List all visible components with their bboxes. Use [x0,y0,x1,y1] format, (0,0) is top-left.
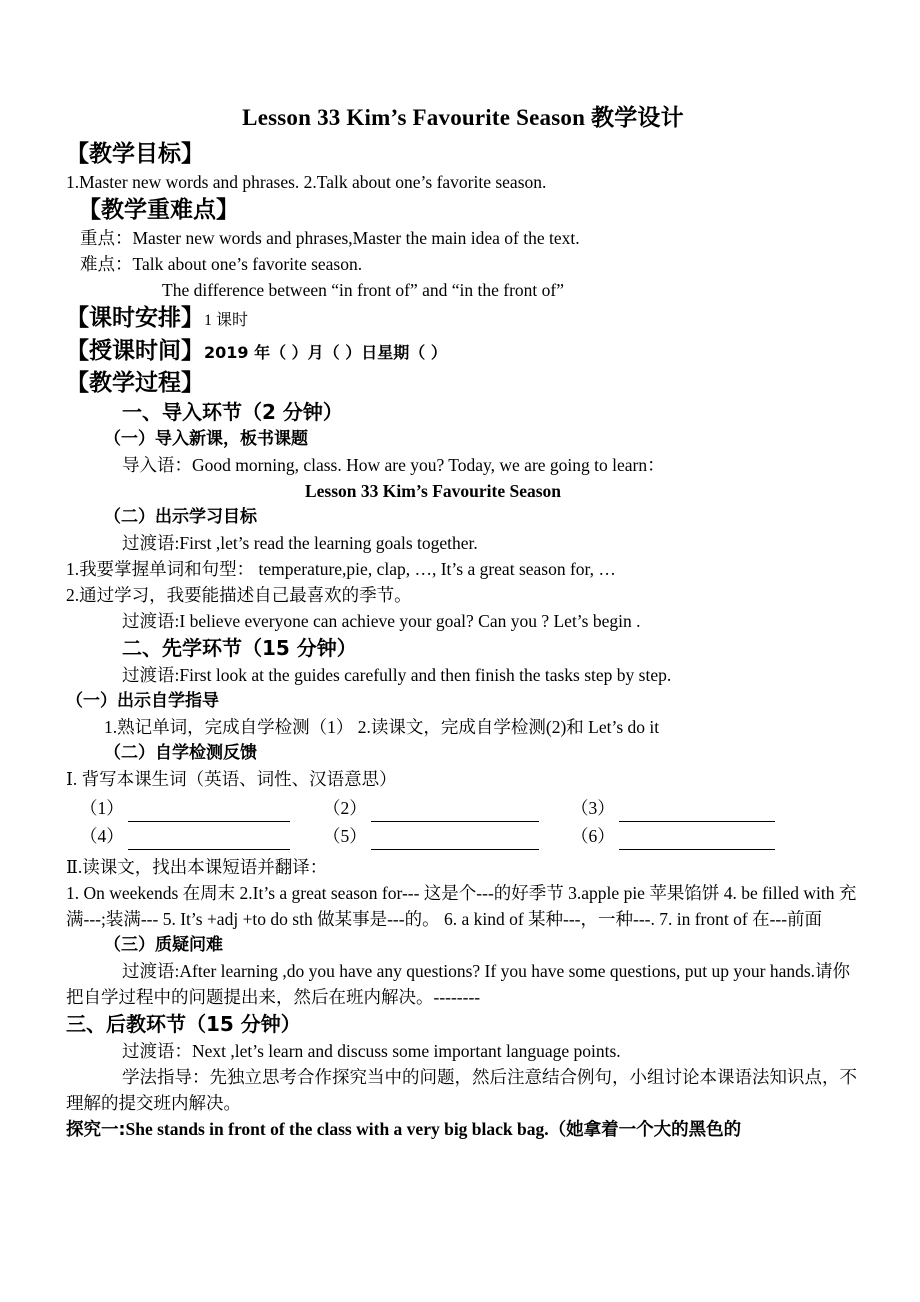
part-two-sub-b-heading: （二）自学检测反馈 [104,743,257,763]
part-two-sub-c-heading: （三）质疑问难 [104,935,223,955]
teach-time-heading-text: 【授课时间】 [66,338,204,364]
section-heading-key-points: 【教学重难点】 [78,197,239,223]
part-three-heading: 三、后教环节（15 分钟） [66,1012,301,1036]
part-one-sub-a-heading: （一）导入新课，板书课题 [104,429,308,449]
blank-rule[interactable] [371,832,539,850]
blank-label: （3） [571,798,615,818]
blank-rule[interactable] [619,832,775,850]
section-heading-schedule [66,303,860,336]
part-three-inquiry [66,1116,860,1143]
page-title: Lesson 33 Kim’s Favourite Season 教学设计 [242,105,684,130]
blank-rule[interactable] [619,804,775,822]
indent-spacer [66,1067,122,1087]
part-three-transition: 过渡语：Next ,let’s learn and discuss some important language points. [122,1041,621,1061]
task-2-title: Ⅱ.读课文，找出本课短语并翻译： [66,857,328,877]
inquiry-text: She stands in front of the class with a very big black bag.（她拿着一个大的黑色的 [125,1119,742,1139]
key-point-nandian: 难点：Talk about one’s favorite season. [80,254,363,274]
blank-label: （1） [80,798,124,818]
part-two-sub-c-transition [66,958,860,1010]
part-two-heading: 二、先学环节（15 分钟） [122,636,357,660]
blank-rule[interactable] [128,804,290,822]
part-one-heading: 一、导入环节（2 分钟） [122,400,343,424]
blank-label: （5） [323,826,367,846]
blank-cell-4 [80,822,323,850]
learning-goal-2: 2.通过学习，我要能描述自己最喜欢的季节。 [66,585,412,605]
task-2-phrases: 1. On weekends 在周末 2.It’s a great season for--- 这是个---的好季节 3.apple pie 苹果馅饼 4. be filled with 充满---;装满--- 5. It’s +adj +to do sth 做某事是---的。 6. a kind of 某种---，一种---. 7. in front of 在---前面 [66,883,857,929]
part-one-sub-b-heading: （二）出示学习目标 [104,507,257,527]
blank-cell-1 [80,794,323,822]
part-one-lesson-title: Lesson 33 Kim’s Favourite Season [304,481,562,501]
key-point-extra: The difference between “in front of” and “in the front of” [162,280,564,300]
schedule-value: 1 课时 [204,312,249,329]
objectives-items: 1.Master new words and phrases. 2.Talk about one’s favorite season. [66,172,547,192]
schedule-heading-text: 【课时安排】 [66,305,204,331]
part-three-method-guide-text: 学法指导：先独立思考合作探究当中的问题，然后注意结合例句，小组讨论本课语法知识点，不理解的提交班内解决。 [66,1067,857,1113]
blank-row [66,794,860,822]
part-two-sub-a-heading: （一）出示自学指导 [66,691,219,711]
section-heading-process: 【教学过程】 [66,370,204,396]
blank-row [66,822,860,850]
blank-cell-6 [571,822,811,850]
part-one-transition-2: 过渡语:I believe everyone can achieve your goal? Can you ? Let’s begin . [122,611,641,631]
blank-label: （4） [80,826,124,846]
teach-time-value: 2019 年（ ）月（ ）日星期（ ） [204,343,447,362]
blank-label: （6） [571,826,615,846]
blank-rule[interactable] [128,832,290,850]
blank-cell-2 [323,794,571,822]
key-point-zhongdian: 重点：Master new words and phrases,Master the main idea of the text. [80,228,580,248]
learning-goal-1: 1.我要掌握单词和句型： temperature,pie, clap, …, It’s a great season for, … [66,559,616,579]
section-heading-teach-time [66,336,860,368]
part-two-transition: 过渡语:First look at the guides carefully and then finish the tasks step by step. [122,665,672,685]
indent-spacer [66,961,122,981]
blank-rule[interactable] [371,804,539,822]
inquiry-label: 探究一: [66,1120,126,1140]
blank-cell-5 [323,822,571,850]
part-two-sub-c-transition-text: 过渡语:After learning ,do you have any questions? If you have some questions, put up your hands.请你把自学过程中的问题提出来，然后在班内解决。-------- [66,961,851,1007]
part-three-method-guide [66,1064,860,1116]
part-one-transition: 过渡语:First ,let’s read the learning goals together. [122,533,478,553]
blank-label: （2） [323,798,367,818]
task-1-title: Ⅰ. 背写本课生词（英语、词性、汉语意思） [66,769,397,789]
part-one-lead-in: 导入语：Good morning, class. How are you? Today, we are going to learn： [122,455,665,475]
part-two-guides: 1.熟记单词，完成自学检测（1） 2.读课文，完成自学检测(2)和 Let’s do it [104,717,660,737]
blank-cell-3 [571,794,811,822]
section-heading-objectives: 【教学目标】 [66,141,204,167]
